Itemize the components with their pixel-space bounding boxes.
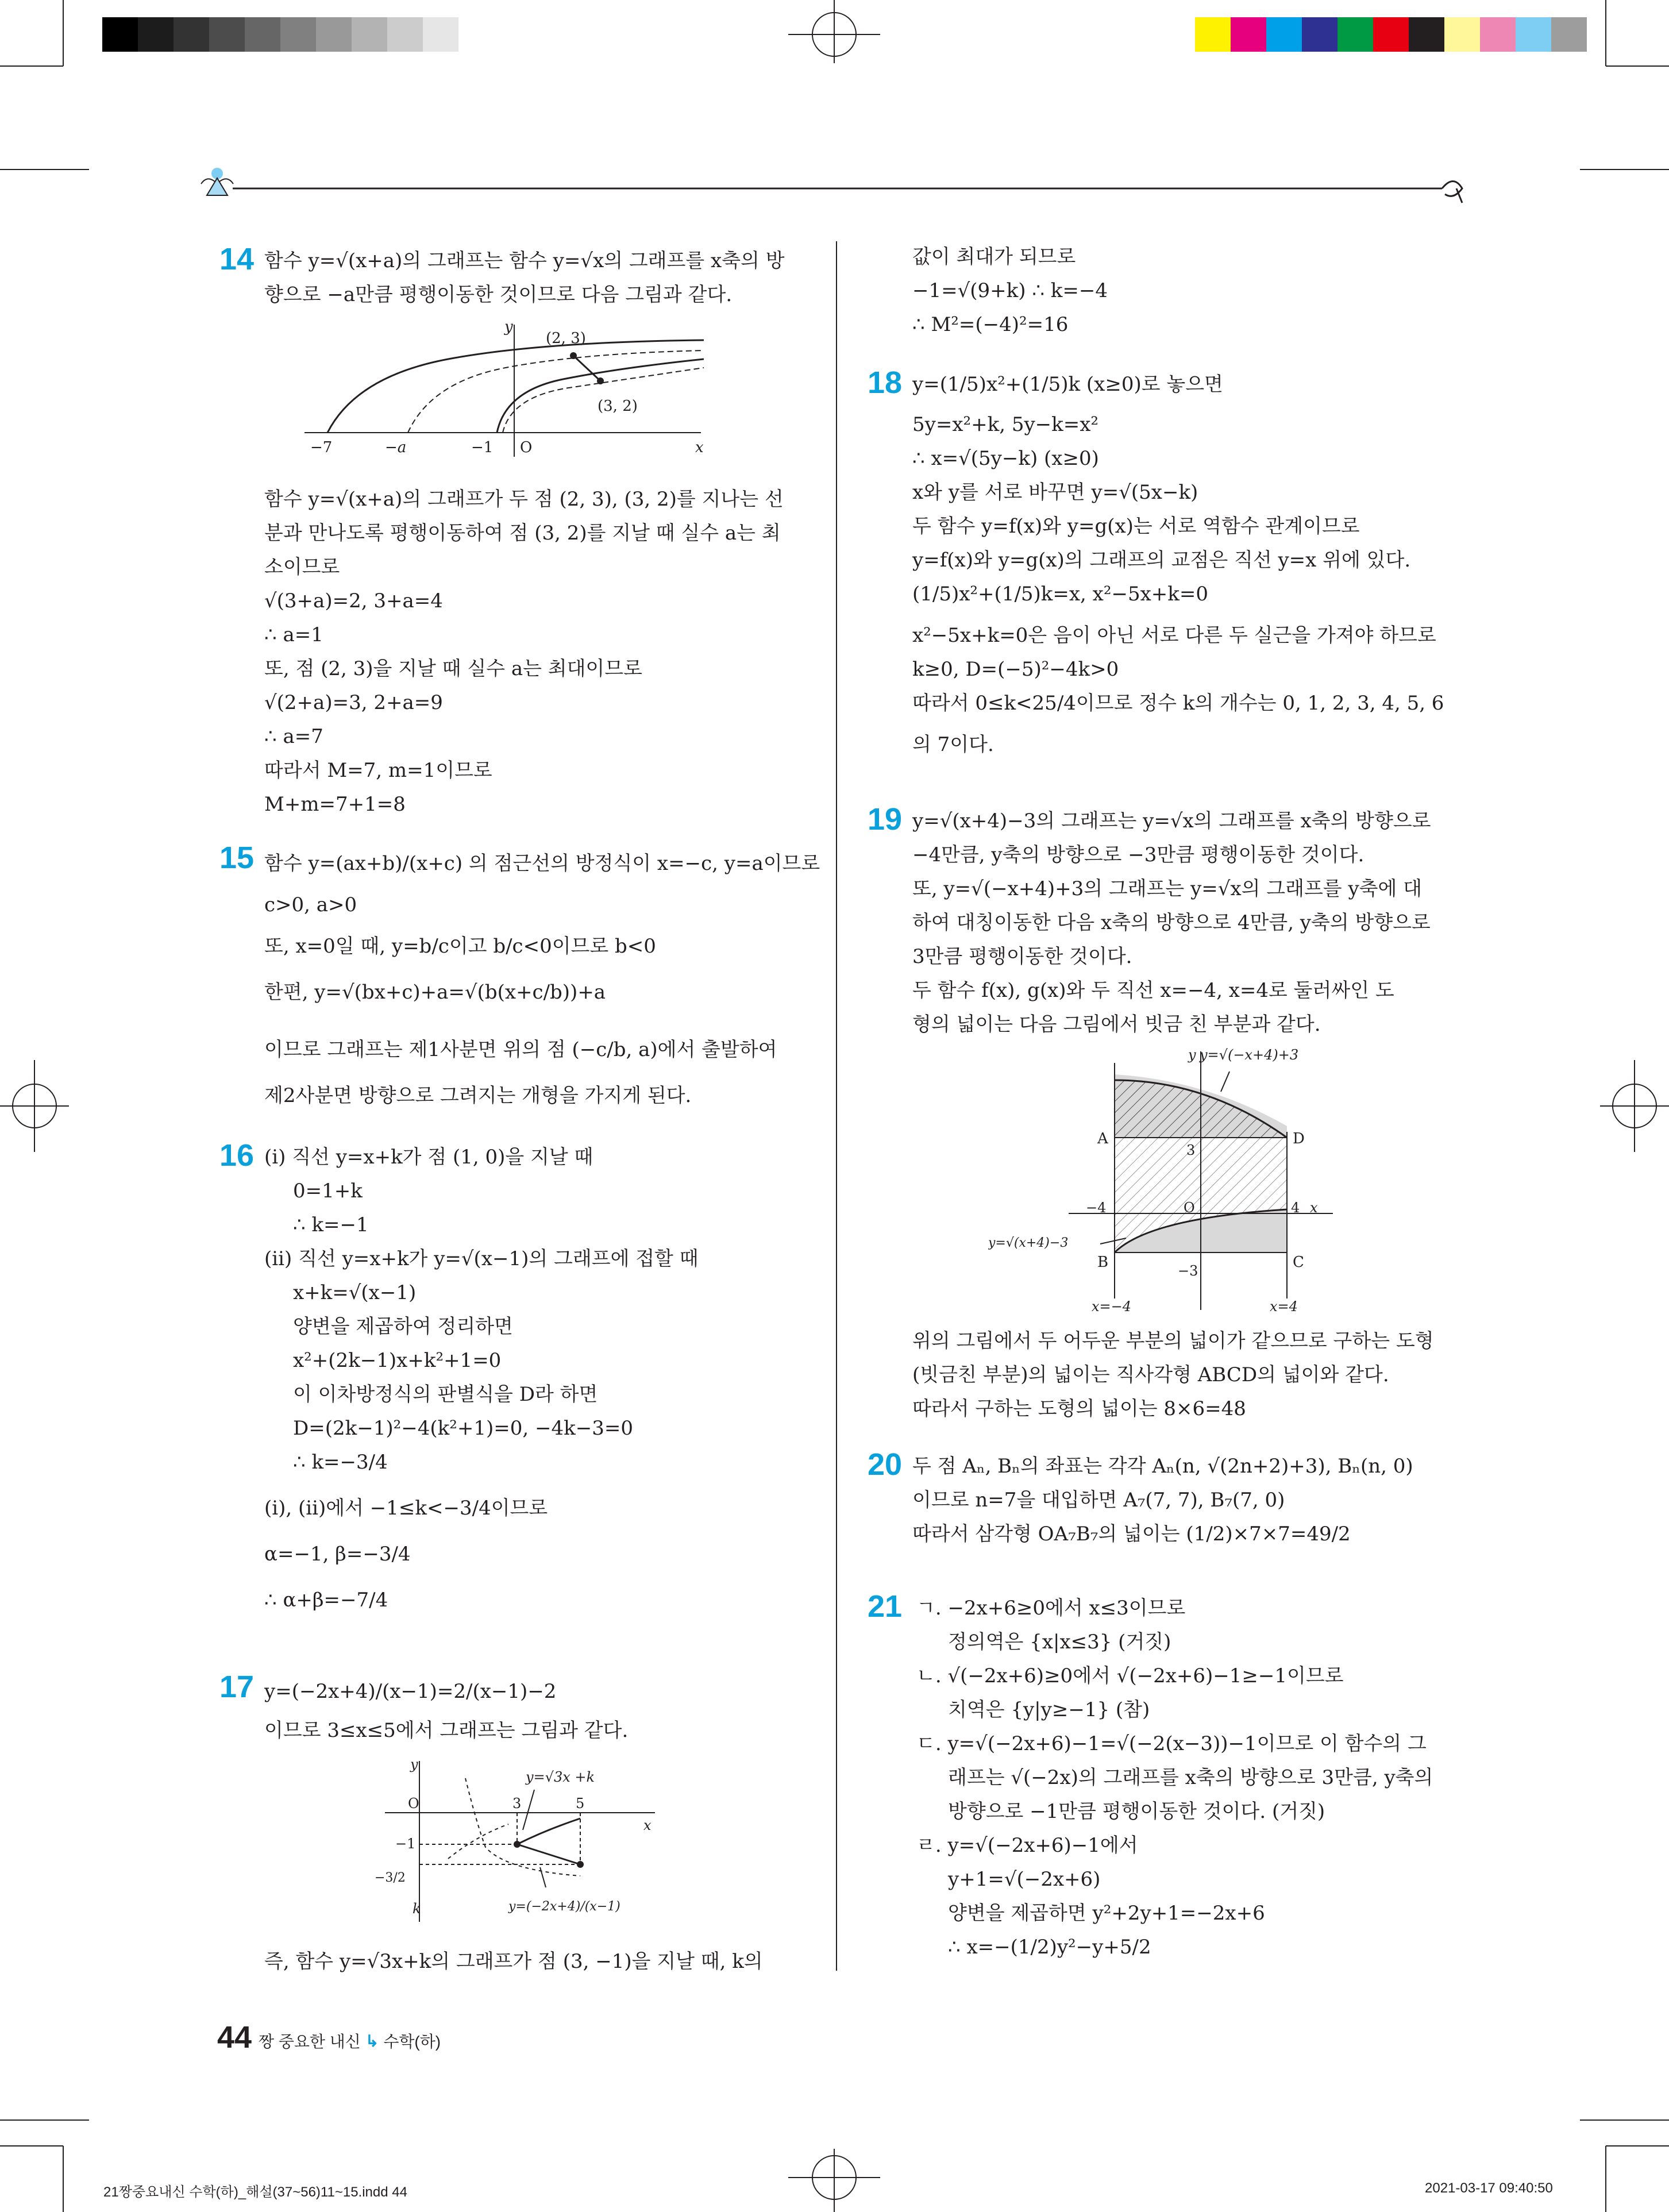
corner-label-d: D — [1293, 1130, 1305, 1147]
axis-x-label: x — [1310, 1200, 1318, 1216]
angel-icon — [201, 168, 233, 195]
problem-17-graph — [362, 1755, 661, 1928]
slug-file: 21짱중요내신 수학(하)_해설(37~56)11~15.indd 44 — [103, 2184, 407, 2200]
line: 위의 그림에서 두 어두운 부분의 넓이가 같으므로 구하는 도형 — [912, 1329, 1434, 1352]
axis-y-label: y — [1188, 1047, 1196, 1063]
curve-label: y=√3x +k — [526, 1769, 595, 1785]
line: 래프는 √(−2x)의 그래프를 x축의 방향으로 3만큼, y축의 — [948, 1766, 1433, 1789]
line: 치역은 {y|y≥−1} (참) — [948, 1698, 1150, 1721]
line: 두 함수 y=f(x)와 y=g(x)는 서로 역함수 관계이므로 — [912, 515, 1360, 538]
problem-17-text — [264, 1672, 628, 1750]
tick-label: 3 — [512, 1795, 522, 1812]
point-label: (2, 3) — [546, 330, 586, 347]
line: x와 y를 서로 바꾸면 y=√(5x−k) — [912, 481, 1198, 504]
line: 또, y=√(−x+4)+3의 그래프는 y=√x의 그래프를 y축에 대 — [912, 877, 1423, 900]
tick-label: 3 — [1186, 1142, 1196, 1158]
problem-18-number: 18 — [868, 365, 903, 400]
line: −4만큼, y축의 방향으로 −3만큼 평행이동한 것이다. — [912, 843, 1365, 866]
tick-label: −7 — [310, 439, 333, 456]
book-title-text: 짱 중요한 내신 — [259, 2033, 361, 2051]
line: 따라서 구하는 도형의 넓이는 8×6=48 — [912, 1397, 1246, 1420]
page-number: 44 — [217, 2020, 252, 2055]
line: (i) 직선 y=x+k가 점 (1, 0)을 지날 때 — [264, 1146, 593, 1169]
tick-label: −1 — [395, 1836, 416, 1852]
line: (1/5)x²+(1/5)k=x, x²−5x+k=0 — [912, 583, 1208, 606]
problem-20-number: 20 — [868, 1447, 903, 1482]
problem-14-solution — [264, 483, 784, 822]
origin-label: O — [520, 439, 533, 456]
line: √(2+a)=3, 2+a=9 — [264, 691, 443, 714]
line: 한편, y=√(bx+c)+a=√(b(x+c/b))+a — [264, 981, 606, 1004]
tick-label: −a — [385, 439, 407, 456]
curve-label: y=(−2x+4)/(x−1) — [508, 1899, 620, 1914]
problem-19-number: 19 — [868, 802, 903, 837]
line: ∴ a=7 — [264, 725, 323, 748]
line: 이므로 그래프는 제1사분면 위의 점 (−c/b, a)에서 출발하여 — [264, 1038, 777, 1061]
problem-14-text — [264, 244, 785, 312]
line: 의 7이다. — [912, 733, 994, 756]
point-label: (3, 2) — [598, 398, 638, 415]
book-subject: 수학(하) — [383, 2033, 441, 2051]
line: 따라서 M=7, m=1이므로 — [264, 759, 492, 782]
line: M+m=7+1=8 — [264, 793, 406, 816]
problem-19-graph — [988, 1046, 1356, 1321]
problem-21-text — [916, 1591, 1433, 1964]
corner-label-b: B — [1097, 1254, 1109, 1271]
problem-18-text — [912, 368, 1444, 762]
corner-label-c: C — [1293, 1254, 1304, 1271]
line: y=(−2x+4)/(x−1)=2/(x−1)−2 — [264, 1680, 557, 1703]
line: 이므로 3≤x≤5에서 그래프는 그림과 같다. — [264, 1719, 629, 1742]
line: 형의 넓이는 다음 그림에서 빗금 친 부분과 같다. — [912, 1013, 1321, 1036]
origin-label: O — [408, 1795, 419, 1812]
problem-16-number: 16 — [219, 1138, 255, 1173]
tick-label: k — [413, 1901, 421, 1917]
line: 5y=x²+k, 5y−k=x² — [912, 413, 1099, 436]
line: ∴ M²=(−4)²=16 — [912, 313, 1069, 336]
problem-15-text — [264, 843, 820, 1116]
line: −1=√(9+k) ∴ k=−4 — [912, 279, 1108, 302]
line: (i), (ii)에서 −1≤k<−3/4이므로 — [264, 1497, 548, 1520]
header-rule — [190, 161, 1477, 207]
line: 소이므로 — [264, 556, 340, 579]
line: 제2사분면 방향으로 그려지는 개형을 가지게 된다. — [264, 1084, 692, 1107]
line: (빗금친 부분)의 넓이는 직사각형 ABCD의 넓이와 같다. — [912, 1363, 1389, 1386]
leaf-icon: ↳ — [365, 2032, 379, 2050]
line: x²−5x+k=0은 음이 아닌 서로 다른 두 실근을 가져야 하므로 — [912, 624, 1436, 647]
tick-label: −1 — [471, 439, 494, 456]
problem-17-number: 17 — [219, 1670, 255, 1704]
line: 함수 y=√(x+a)의 그래프가 두 점 (2, 3), (3, 2)를 지나는 선 — [264, 488, 784, 511]
origin-label: O — [1184, 1200, 1195, 1216]
line: 양변을 제곱하면 y²+2y+1=−2x+6 — [948, 1902, 1265, 1925]
line: y=√(x+4)−3의 그래프는 y=√x의 그래프를 x축의 방향으로 — [912, 810, 1431, 833]
line: 방향으로 −1만큼 평행이동한 것이다. (거짓) — [948, 1800, 1325, 1823]
corner-label-a: A — [1097, 1130, 1108, 1147]
problem-17-continued — [912, 240, 1108, 342]
line: c>0, a>0 — [264, 893, 357, 916]
line: 하여 대칭이동한 다음 x축의 방향으로 4만큼, y축의 방향으로 — [912, 911, 1431, 934]
line: 따라서 0≤k<25/4이므로 정수 k의 개수는 0, 1, 2, 3, 4, 5, 6 — [912, 692, 1444, 715]
line: D=(2k−1)²−4(k²+1)=0, −4k−3=0 — [293, 1417, 633, 1440]
line: 함수 y=(ax+b)/(x+c) 의 점근선의 방정식이 x=−c, y=a이므로 — [264, 852, 820, 875]
line: ㄷ. y=√(−2x+6)−1=√(−2(x−3))−1이므로 이 함수의 그 — [916, 1732, 1427, 1755]
line: ∴ x=√(5y−k) (x≥0) — [912, 447, 1099, 470]
line: ∴ x=−(1/2)y²−y+5/2 — [948, 1936, 1151, 1959]
line: 3만큼 평행이동한 것이다. — [912, 945, 1132, 968]
slug-date: 2021-03-17 09:40:50 — [1425, 2180, 1553, 2196]
problem-14-number: 14 — [219, 242, 255, 276]
problem-15-number: 15 — [219, 841, 255, 875]
curve-label: y=√(x+4)−3 — [988, 1236, 1069, 1250]
line: x²+(2k−1)x+k²+1=0 — [293, 1349, 502, 1372]
line: ㄹ. y=√(−2x+6)−1에서 — [916, 1834, 1138, 1857]
line: 향으로 −a만큼 평행이동한 것이므로 다음 그림과 같다. — [264, 283, 733, 306]
tick-label: −3 — [1178, 1263, 1198, 1279]
line: α=−1, β=−3/4 — [264, 1543, 411, 1566]
axis-y-label: y — [410, 1756, 418, 1772]
tick-label: −4 — [1086, 1200, 1107, 1216]
line: 분과 만나도록 평행이동하여 점 (3, 2)를 지날 때 실수 a는 최 — [264, 522, 781, 545]
line: 값이 최대가 되므로 — [912, 245, 1076, 268]
line: x+k=√(x−1) — [293, 1281, 417, 1304]
tick-label: 5 — [576, 1795, 585, 1812]
problem-21-number: 21 — [868, 1589, 903, 1624]
line: 즉, 함수 y=√3x+k의 그래프가 점 (3, −1)을 지날 때, k의 — [264, 1950, 763, 1973]
line: 또, 점 (2, 3)을 지날 때 실수 a는 최대이므로 — [264, 657, 642, 680]
line: y+1=√(−2x+6) — [948, 1868, 1101, 1891]
line: ㄱ. −2x+6≥0에서 x≤3이므로 — [916, 1597, 1186, 1620]
line: 양변을 제곱하여 정리하면 — [293, 1315, 513, 1338]
problem-20-text — [912, 1450, 1413, 1559]
line: 함수 y=√(x+a)의 그래프는 함수 y=√x의 그래프를 x축의 방 — [264, 249, 785, 272]
problem-14-graph — [299, 319, 712, 468]
line: y=f(x)와 y=g(x)의 그래프의 교점은 직선 y=x 위에 있다. — [912, 549, 1411, 572]
axis-x-label: x — [695, 439, 704, 456]
problem-19-text — [912, 804, 1431, 1042]
line: ㄴ. √(−2x+6)≥0에서 √(−2x+6)−1≥−1이므로 — [916, 1664, 1344, 1687]
line: (ii) 직선 y=x+k가 y=√(x−1)의 그래프에 접할 때 — [264, 1247, 699, 1270]
problem-19-solution — [912, 1324, 1434, 1426]
tick-label: −3/2 — [375, 1871, 406, 1885]
line: 정의역은 {x|x≤3} (거짓) — [948, 1631, 1171, 1654]
axis-x-label: x — [643, 1817, 652, 1833]
tick-label: 4 — [1291, 1200, 1300, 1216]
line: ∴ k=−3/4 — [293, 1451, 388, 1474]
line: 이 이차방정식의 판별식을 D라 하면 — [293, 1383, 598, 1406]
problem-16-text — [264, 1140, 699, 1629]
line: ∴ α+β=−7/4 — [264, 1589, 388, 1612]
line: 또, x=0일 때, y=b/c이고 b/c<0이므로 b<0 — [264, 935, 656, 958]
book-title — [259, 2029, 441, 2052]
line: ∴ k=−1 — [293, 1213, 369, 1236]
line: k≥0, D=(−5)²−4k>0 — [912, 658, 1119, 681]
line: √(3+a)=2, 3+a=4 — [264, 589, 443, 612]
axis-y-label: y — [504, 319, 513, 336]
line: 두 점 Aₙ, Bₙ의 좌표는 각각 Aₙ(n, √(2n+2)+3), Bₙ(n, 0) — [912, 1455, 1413, 1478]
line-label: x=4 — [1270, 1298, 1298, 1315]
line: y=(1/5)x²+(1/5)k (x≥0)로 놓으면 — [912, 373, 1223, 396]
curve-label: y=√(−x+4)+3 — [1200, 1047, 1299, 1063]
line: 0=1+k — [293, 1180, 363, 1203]
ribbon-icon — [1442, 182, 1462, 203]
problem-17-text-end — [264, 1945, 763, 1979]
line: 이므로 n=7을 대입하면 A₇(7, 7), B₇(7, 0) — [912, 1489, 1285, 1512]
line-label: x=−4 — [1092, 1298, 1132, 1315]
line: 따라서 삼각형 OA₇B₇의 넓이는 (1/2)×7×7=49/2 — [912, 1523, 1351, 1546]
column-divider — [836, 241, 837, 1971]
line: ∴ a=1 — [264, 623, 323, 646]
line: 두 함수 f(x), g(x)와 두 직선 x=−4, x=4로 둘러싸인 도 — [912, 979, 1394, 1002]
